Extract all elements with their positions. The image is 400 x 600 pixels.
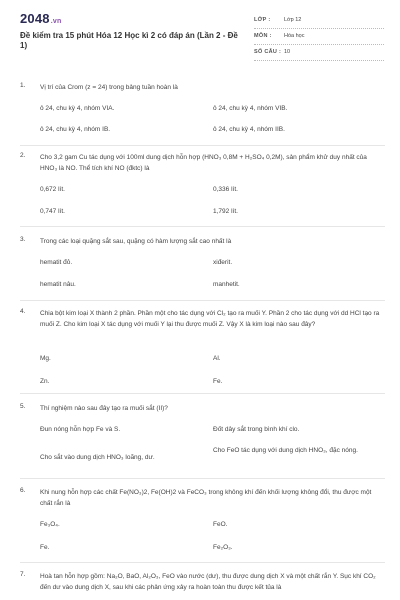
option-c[interactable]: Fe. — [40, 544, 50, 551]
exam-page: 2048.vn Đề kiểm tra 15 phút Hóa 12 Học kì 2 có đáp án (Lần 2 - Đề 1) LỚP : Lớp 12 MÔN : Hóa học SỐ CÂU : 10 1. Vị trí của Crom (z = 24) trong bảng tuần hoàn là ô 24, chu kỳ 4, nhóm VIA. ô 24, chu kỳ 4, nhóm VIB. ô 24, chu kỳ 4, nhóm IB. ô 24, chu kỳ 4, nhóm IIB. 2. Cho 3,2 gam Cu tác dụng với 100ml dung dịch hỗn hợp (HNO₃ 0,8M + H₂SO₄ 0,2M), sản phẩm khử duy nhất của HNO₃ là NO. Thể tích khí NO (đktc) là 0,672 lít. 0,336 lít. 0,747 lít. 1,792 lít. 3. Trong các loại quặng sắt sau, quặng có hàm lượng sắt cao nhất là hematit đỏ. xiđerit. hematit nâu. manhetit. 4. Chia bột kim loại X thành 2 phần. Phần một cho tác dụng với Cl₂ tạo ra muối Y. Phần 2 cho tác dụng với dd HCl tạo ra muối Z. Cho kim loại X tác dụng với muối Y lại thu được muối Z. Vậy X là kim loại nào sau đây? Mg. Al. Zn. Fe. 5. Thí nghiệm nào sau đây tạo ra muối sắt (II)? Đun nóng hỗn hợp Fe và S. Đốt dây sắt trong bình khí clo. Cho sắt vào dung dịch HNO₃ loãng, dư. Cho FeO tác dụng với dung dịch HNO₃, đặc nóng. 6. Khi nung hỗn hợp các chất Fe(NO₃)2, Fe(OH)2 và FeCO₃ trong không khí đến khối lượng không đổi, thu được một chất rắn là Fe₃O₄. FeO. Fe. Fe₂O₃. 7. Hoà tan hỗn hợp gồm: Na₂O, BaO, Al₂O₃, FeO vào nước (dư), thu được dung dịch X và một chất rắn Y. Sục khí CO₂ đến dư vào dung dịch X, sau khi các phản ứng xảy ra hoàn toàn thu được kết tủa là — [0, 0, 400, 600]
option-b[interactable]: Đốt dây sắt trong bình khí clo. — [213, 426, 300, 433]
option-c[interactable]: Cho sắt vào dung dịch HNO₃ loãng, dư. — [40, 454, 155, 461]
option-a[interactable]: Đun nóng hỗn hợp Fe và S. — [40, 426, 121, 433]
option-d[interactable]: Fe₂O₃. — [213, 544, 233, 551]
divider — [20, 226, 385, 227]
option-a[interactable]: Fe₃O₄. — [40, 521, 60, 528]
question-text: Vị trí của Crom (z = 24) trong bảng tuần hoàn là — [40, 84, 178, 91]
option-c[interactable]: hematit nâu. — [40, 281, 76, 288]
divider — [20, 145, 385, 146]
site-logo[interactable]: 2048.vn — [20, 11, 62, 26]
divider — [20, 562, 385, 563]
meta-class: LỚP : Lớp 12 — [254, 15, 384, 29]
option-b[interactable]: Al. — [213, 355, 221, 362]
option-a[interactable]: Mg. — [40, 355, 51, 362]
divider — [20, 478, 385, 479]
option-b[interactable]: 0,336 lít. — [213, 186, 238, 193]
question-text: Cho 3,2 gam Cu tác dụng với 100ml dung dịch hỗn hợp (HNO₃ 0,8M + H₂SO₄ 0,2M), sản phẩm khử duy nhất của HNO₃ là NO. Thể tích khí NO (đktc) là — [40, 154, 367, 172]
option-d[interactable]: manhetit. — [213, 281, 240, 288]
option-b[interactable]: xiđerit. — [213, 259, 233, 266]
option-a[interactable]: ô 24, chu kỳ 4, nhóm VIA. — [40, 105, 115, 112]
option-d[interactable]: ô 24, chu kỳ 4, nhóm IIB. — [213, 126, 285, 133]
divider — [20, 393, 385, 394]
option-b[interactable]: FeO. — [213, 521, 228, 528]
divider — [20, 300, 385, 301]
exam-header — [0, 0, 400, 64]
question-text: Khi nung hỗn hợp các chất Fe(NO₃)2, Fe(OH)2 và FeCO₃ trong không khí đến khối lượng không đổi, thu được một chất rắn là — [40, 489, 372, 507]
option-c[interactable]: ô 24, chu kỳ 4, nhóm IB. — [40, 126, 111, 133]
question-text: Thí nghiệm nào sau đây tạo ra muối sắt (II)? — [40, 405, 168, 412]
option-b[interactable]: ô 24, chu kỳ 4, nhóm VIB. — [213, 105, 288, 112]
question-text: Chia bột kim loại X thành 2 phần. Phần một cho tác dụng với Cl₂ tạo ra muối Y. Phần 2 cho tác dụng với dd HCl tạo ra muối Z. Cho kim loại X tác dụng với muối Y lại thu được muối Z. Vậy X là kim loại nào sau đây? — [40, 310, 380, 328]
option-c[interactable]: Zn. — [40, 378, 50, 385]
question-text: Hoà tan hỗn hợp gồm: Na₂O, BaO, Al₂O₃, FeO vào nước (dư), thu được dung dịch X và một chất rắn Y. Sục khí CO₂ đến dư vào dung dịch X, sau khi các phản ứng xảy ra hoàn toàn thu được kết tủa là — [40, 573, 376, 591]
option-d[interactable]: 1,792 lít. — [213, 208, 238, 215]
option-d[interactable]: Cho FeO tác dụng với dung dịch HNO₃, đặc nóng. — [213, 447, 358, 454]
option-c[interactable]: 0,747 lít. — [40, 208, 65, 215]
option-a[interactable]: hematit đỏ. — [40, 259, 73, 266]
option-d[interactable]: Fe. — [213, 378, 223, 385]
exam-title: Đề kiểm tra 15 phút Hóa 12 Học kì 2 có đáp án (Lần 2 - Đề 1) — [20, 31, 238, 50]
meta-question-count: SỐ CÂU : 10 — [254, 47, 384, 61]
meta-subject: MÔN : Hóa học — [254, 31, 384, 45]
option-a[interactable]: 0,672 lít. — [40, 186, 65, 193]
question-text: Trong các loại quặng sắt sau, quặng có hàm lượng sắt cao nhất là — [40, 238, 232, 245]
